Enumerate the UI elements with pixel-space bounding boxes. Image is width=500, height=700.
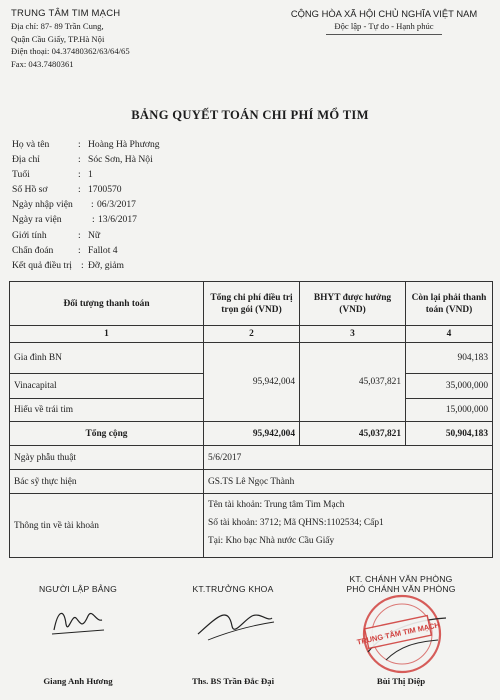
surgery-date-value: 5/6/2017 [204, 446, 493, 470]
info-label: Kết quả điều trị [12, 259, 72, 271]
doctor-value: GS.TS Lê Ngọc Thành [204, 470, 493, 494]
office-role: KT. CHÁNH VĂN PHÒNG [349, 574, 453, 584]
info-label: Giới tính [12, 229, 47, 241]
info-separator: : [92, 214, 95, 226]
head-signature [188, 596, 278, 644]
info-value: 1 [88, 169, 93, 181]
settlement-table [9, 281, 493, 558]
account-bank: Tại: Kho bạc Nhà nước Cầu Giấy [208, 536, 335, 546]
signature-preparer [8, 584, 148, 686]
info-value: 06/3/2017 [97, 199, 136, 211]
total-cost-cell: 95,942,004 [204, 343, 300, 422]
col-header-remaining: Còn lại phải thanh toán (VND) [406, 282, 493, 326]
account-row [10, 494, 493, 558]
address-line2: Quận Cầu Giấy, TP.Hà Nội [11, 33, 105, 44]
info-value: Nữ [88, 229, 101, 241]
table-row [10, 343, 493, 374]
remaining-amount: 15,000,000 [406, 399, 493, 422]
motto-underline [326, 34, 442, 35]
doctor-label: Bác sỹ thực hiện [10, 470, 204, 494]
col-number: 3 [300, 326, 406, 343]
insurance-cell: 45,037,821 [300, 343, 406, 422]
preparer-signature [48, 600, 108, 640]
nation-motto: Độc lập - Tự do - Hạnh phúc [334, 21, 434, 32]
org-name: TRUNG TÂM TIM MẠCH [11, 8, 121, 19]
total-label: Tổng cộng [10, 422, 204, 446]
payer-name: Hiểu về trái tim [10, 399, 204, 422]
preparer-name: Giang Anh Hương [43, 676, 113, 686]
info-label: Ngày ra viện [12, 214, 62, 226]
info-value: Hoàng Hà Phương [88, 139, 160, 150]
payer-name: Vinacapital [10, 374, 204, 399]
info-value: Sóc Sơn, Hà Nội [88, 154, 153, 166]
account-number: Số tài khoản: 3712; Mã QHNS:1102534; Cấp1 [208, 518, 384, 528]
info-separator: : [81, 259, 84, 271]
payer-name: Gia đình BN [10, 343, 204, 374]
info-label: Chẩn đoán [12, 244, 54, 256]
col-header-payer: Đối tượng thanh toán [10, 282, 204, 326]
info-value: Fallot 4 [88, 244, 118, 256]
office-name: Bùi Thị Diệp [376, 676, 426, 686]
info-label: Tuổi [12, 169, 30, 181]
red-seal-stamp [356, 590, 452, 682]
info-separator: : [78, 169, 81, 181]
col-header-insurance: BHYT được hưởng (VND) [300, 282, 406, 326]
info-separator: : [78, 244, 81, 256]
header-nation [278, 8, 490, 35]
col-number: 1 [10, 326, 204, 343]
info-value: 1700570 [88, 184, 122, 196]
info-separator: : [78, 229, 81, 241]
remaining-sum: 50,904,183 [406, 422, 493, 446]
total-cost-sum: 95,942,004 [204, 422, 300, 446]
document-title: BẢNG QUYẾT TOÁN CHI PHÍ MỔ TIM [131, 108, 369, 122]
head-role: KT.TRƯỞNG KHOA [192, 584, 274, 594]
remaining-amount: 904,183 [406, 343, 493, 374]
account-details [204, 494, 493, 558]
col-number: 4 [406, 326, 493, 343]
surgery-date-row [10, 446, 493, 470]
insurance-sum: 45,037,821 [300, 422, 406, 446]
stamp-text: TRUNG TÂM TIM MẠCH [356, 620, 441, 647]
col-number: 2 [204, 326, 300, 343]
info-label: Họ và tên [12, 139, 50, 150]
table-column-numbers [10, 326, 493, 343]
phone-number: Điện thoại: 04.37480362/63/64/65 [11, 46, 130, 57]
remaining-amount: 35,000,000 [406, 374, 493, 399]
info-separator: : [78, 184, 81, 196]
info-separator: : [91, 199, 94, 211]
preparer-role: NGƯỜI LẬP BẢNG [38, 584, 117, 594]
head-name: Ths. BS Trần Đắc Đại [191, 676, 275, 686]
doctor-row [10, 470, 493, 494]
fax-number: Fax: 043.7480361 [11, 58, 74, 69]
info-label: Số Hồ sơ [12, 184, 48, 196]
table-header-row [10, 282, 493, 326]
info-value: 13/6/2017 [98, 214, 137, 226]
account-name: Tên tài khoản: Trung tâm Tim Mạch [208, 500, 345, 510]
info-separator: : [78, 139, 81, 150]
nation-name: CỘNG HÒA XÃ HỘI CHỦ NGHĨA VIỆT NAM [290, 8, 478, 19]
info-label: Địa chỉ [12, 154, 40, 166]
info-separator: : [78, 154, 81, 166]
account-label: Thông tin về tài khoản [10, 494, 204, 558]
col-header-total-cost: Tổng chi phí điều trị trọn gói (VND) [204, 282, 300, 326]
signature-department-head [158, 584, 308, 686]
info-value: Đỡ, giảm [88, 259, 124, 271]
total-row [10, 422, 493, 446]
info-label: Ngày nhập viện [12, 199, 73, 211]
address-line1: Địa chỉ: 87- 89 Trần Cung, [11, 21, 104, 32]
surgery-date-label: Ngày phẫu thuật [10, 446, 204, 470]
office-subrole: PHÓ CHÁNH VĂN PHÒNG [346, 584, 456, 594]
header-organization [11, 8, 130, 70]
